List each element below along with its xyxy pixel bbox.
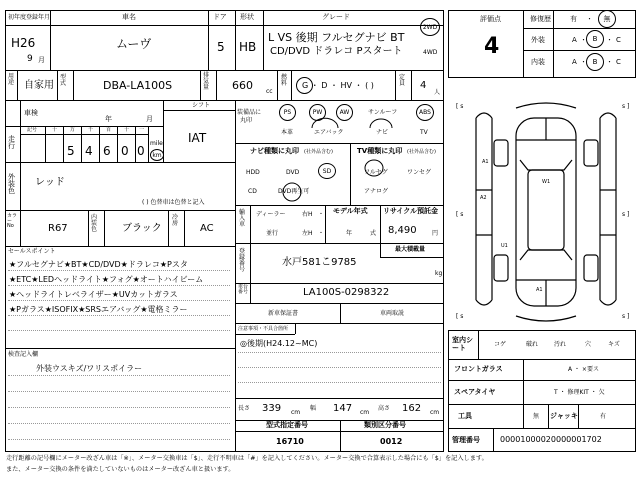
admin-value: 00001000020000001702 xyxy=(500,435,602,444)
mileage-digit-1: 5 xyxy=(67,144,75,158)
car-front-bumper xyxy=(516,103,576,108)
length-value: 339 xyxy=(262,403,282,414)
tool-label: 工具 xyxy=(458,412,472,420)
first-reg-month: 9 xyxy=(27,54,33,64)
score-label: 評価点 xyxy=(480,15,501,23)
car-right-side xyxy=(600,113,616,305)
equip-ps: PS xyxy=(279,104,296,121)
width-label: 幅 xyxy=(310,405,317,412)
model-year-month: 式 xyxy=(370,230,377,237)
width-unit: cm xyxy=(360,409,370,416)
exterior-grade-label: 外装 xyxy=(531,36,545,44)
exterior-color: レッド xyxy=(35,177,65,188)
car-left-side xyxy=(476,113,492,305)
jack-value: 有 xyxy=(600,413,607,420)
first-reg-year: H26 xyxy=(11,36,36,50)
chassis-value: LA100S-0298322 xyxy=(303,287,390,298)
name-label: 車名 xyxy=(122,13,136,21)
spare-label: スペアタイヤ xyxy=(454,388,496,396)
shift-value: IAT xyxy=(188,131,207,145)
displacement-value: 660 xyxy=(232,79,253,92)
jack-label: ジャッキ xyxy=(550,412,578,420)
recycle-label: リサイクル預託金 xyxy=(383,207,439,215)
drive-4wd: 4WD xyxy=(423,49,438,56)
exterior-note: ( ) 色替車は色替と記入 xyxy=(142,199,205,206)
seat-item-2: 破れ xyxy=(526,341,539,348)
mileage-label: 走行 xyxy=(8,135,15,150)
category-label: 類別区分番号 xyxy=(364,421,406,429)
import-label: 輸入車 xyxy=(239,209,246,228)
equipment-label-1: 装備品に xyxy=(237,109,262,116)
max-load-label: 最大積載量 xyxy=(395,246,426,253)
diagram-mark-a2: A2 xyxy=(480,195,487,201)
mileage-digit-2: 4 xyxy=(85,144,93,158)
diagram-bracket-br: s ] xyxy=(622,313,630,320)
import-right: 右H xyxy=(302,211,313,218)
sales-point-2: ★ETC★LEDヘッドライト★フォグ★オートハイビーム xyxy=(9,275,204,284)
car-top-windshield xyxy=(520,160,572,170)
seat-item-4: 穴 xyxy=(585,341,592,348)
shape-value: HB xyxy=(239,40,257,54)
wheel-fl xyxy=(494,140,508,166)
inspector-note: 外装ウスキズ/ワリスポイラー xyxy=(36,364,143,373)
equip-airbag: エアバック xyxy=(314,129,344,136)
equipment-label-2: 丸印 xyxy=(240,117,253,124)
navi-dvd: DVD xyxy=(286,169,300,176)
warranty-label: 新車保証書 xyxy=(268,310,299,317)
digit-header-0: 記号 xyxy=(27,127,38,133)
wheel-rr xyxy=(584,255,598,281)
interior-grade-label: 内装 xyxy=(531,58,545,66)
sales-point-3: ★ヘッドライトレベライザー★UVカットガラス xyxy=(9,290,178,299)
recycle-value: 8,490 xyxy=(388,225,417,236)
score-value: 4 xyxy=(484,34,500,59)
car-rear-bumper xyxy=(516,316,576,321)
displacement-unit: cc xyxy=(266,88,273,95)
interior-grade-b: B xyxy=(586,53,604,71)
doors-label: ドア xyxy=(213,13,227,21)
equip-navi: ナビ xyxy=(376,129,389,136)
digit-header-6: 一 xyxy=(139,127,145,133)
interior-value: ブラック xyxy=(122,223,162,234)
car-name: ムーヴ xyxy=(116,37,152,51)
diagram-mark-a1-bottom: A1 xyxy=(536,287,543,293)
mileage-digit-5: 0 xyxy=(137,144,145,158)
import-parallel: 並行 xyxy=(266,230,279,237)
import-dealer: ディーラー xyxy=(256,211,286,218)
capacity-value: 4 xyxy=(420,80,427,91)
model-label: 型式 xyxy=(60,74,67,87)
use-value: 自家用 xyxy=(24,80,54,91)
fuel-options: G ・ D ・ HV ・ ( ) xyxy=(302,81,374,90)
inspection-month-unit: 月 xyxy=(146,115,153,123)
digit-header-2: 万 xyxy=(70,127,76,133)
height-label: 高さ xyxy=(378,405,391,412)
repair-label: 修復歴 xyxy=(530,15,551,23)
car-top-rearglass xyxy=(520,250,572,260)
seat-label: 室内シート xyxy=(452,336,473,353)
ac-label: 冷房 xyxy=(172,214,179,227)
diagram-mark-a1-top: A1 xyxy=(482,159,489,165)
height-value: 162 xyxy=(402,403,422,414)
tv-fullseg: フルセグ xyxy=(364,169,388,176)
interior-grade-c: C xyxy=(616,58,621,66)
max-load-unit: kg xyxy=(435,270,443,277)
seat-item-5: キズ xyxy=(608,341,620,348)
navi-sd: SD xyxy=(318,163,336,179)
color-no-label: カラーNo xyxy=(7,213,18,229)
interior-grade-a: A xyxy=(572,58,577,66)
car-right-doors xyxy=(600,190,616,235)
wheel-fr xyxy=(584,140,598,166)
manual-label: 車両取説 xyxy=(380,310,405,317)
exterior-grade-sep2: ・ xyxy=(606,36,613,44)
navi-sub: (社外品含む) xyxy=(304,149,333,155)
import-dot-2: ・ xyxy=(318,230,325,237)
footer-line-2: また、メーター交換の条件を満たしていないものはメーター改ざん車と扱います。 xyxy=(6,466,235,473)
drive-2wd: 2WD xyxy=(422,23,438,31)
digit-header-5: 十 xyxy=(124,127,130,133)
equip-sunroof: サンルーフ xyxy=(368,109,398,116)
front-glass-value: A ・ ×要ス xyxy=(568,366,599,373)
capacity-unit: 人 xyxy=(434,89,441,96)
type-designation-label: 型式指定番号 xyxy=(266,421,308,429)
repair-opt-yes: 有 xyxy=(570,15,577,23)
model-year-label: モデル年式 xyxy=(333,207,368,215)
mileage-unit-km: km xyxy=(150,149,164,161)
model-value: DBA-LA100S xyxy=(103,79,173,92)
doors-value: 5 xyxy=(217,40,225,54)
diagram-mark-w1: W1 xyxy=(542,179,551,185)
seat-item-1: コゲ xyxy=(494,341,507,348)
shape-label: 形状 xyxy=(240,13,254,21)
import-dot-1: ・ xyxy=(318,211,325,218)
registration-value: 水戸581こ9785 xyxy=(282,257,357,268)
model-year-year: 年 xyxy=(346,230,353,237)
spare-value: T ・ 修理KIT ・ 欠 xyxy=(554,389,605,396)
navi-cd: CD xyxy=(248,188,257,195)
notes-line-1: ◎後期(H24.12~MC) xyxy=(240,339,318,348)
front-glass-label: フロントガラス xyxy=(454,365,503,373)
sales-point-4: ★Pガラス★ISOFIX★SRSエアバッグ★電格ミラー xyxy=(9,305,188,314)
diagram-bracket-bl: [ s xyxy=(456,313,464,320)
notes-label: 注意事項・不具合箇所 xyxy=(238,326,289,332)
category-value: 0012 xyxy=(380,437,403,446)
inspector-label: 検査記入欄 xyxy=(8,351,39,358)
repair-opt-no: 無 xyxy=(598,10,616,28)
displacement-label: 排気量 xyxy=(203,72,210,91)
digit-header-3: 千 xyxy=(88,127,94,133)
diagram-mark-u1: U1 xyxy=(501,243,508,249)
equip-tv: TV xyxy=(420,129,428,136)
tv-sub: (社外品含む) xyxy=(407,149,436,155)
ac-value: AC xyxy=(200,223,214,234)
recycle-unit: 円 xyxy=(432,230,439,237)
first-reg-month-unit: 月 xyxy=(38,56,45,64)
equip-leather: 本革 xyxy=(281,129,294,136)
exterior-grade-a: A xyxy=(572,36,577,44)
seat-item-3: 汚れ xyxy=(554,341,567,348)
footer-line-1: 走行距離の記号欄にメーター改ざん車は「※」、メーター交換車は「$」、走行不明車は「#」を記入してください。メーター交換で合算表示した場合にも「$」を記入します。 xyxy=(6,455,488,462)
equip-abs: ABS xyxy=(416,104,434,121)
diagram-bracket-mr: s ] xyxy=(622,211,630,218)
fuel-label: 燃料 xyxy=(281,74,288,87)
mileage-digit-3: 6 xyxy=(103,144,111,158)
repair-opt-sep: ・ xyxy=(586,15,593,23)
inspection-year-unit: 年 xyxy=(105,115,112,123)
equip-pw: PW xyxy=(309,104,326,121)
interior-grade-sep2: ・ xyxy=(606,58,613,66)
height-unit: cm xyxy=(430,409,440,416)
registration-label: 登録番号 xyxy=(239,248,246,273)
capacity-label: 定員 xyxy=(399,74,406,87)
tv-analog: アナログ xyxy=(364,188,389,195)
interior-label: 内装色 xyxy=(91,214,98,233)
color-no-value: R67 xyxy=(48,223,68,234)
interior-grade-sep1: ・ xyxy=(580,58,587,66)
exterior-grade-b: B xyxy=(586,30,604,48)
width-value: 147 xyxy=(333,403,353,414)
length-unit: cm xyxy=(291,409,301,416)
use-label: 用途 xyxy=(8,73,15,86)
diagram-bracket-tl: [ s xyxy=(456,103,464,110)
car-top-body xyxy=(516,118,576,306)
first-reg-label: 初年度登録年月 xyxy=(8,14,51,21)
diagram-bracket-tr: s ] xyxy=(622,103,630,110)
digit-header-4: 百 xyxy=(106,127,112,133)
exterior-grade-c: C xyxy=(616,36,621,44)
sales-points-label: セールスポイント xyxy=(8,248,56,255)
tool-value: 無 xyxy=(533,413,540,420)
exterior-grade-sep1: ・ xyxy=(580,36,587,44)
sales-point-1: ★フルセグナビ★BT★CD/DVD★ドラレコ★Pスタ xyxy=(9,260,188,269)
mileage-unit-mile: mile xyxy=(150,140,163,147)
tv-oneseg: ワンセグ xyxy=(407,169,432,176)
admin-label: 管理番号 xyxy=(452,436,480,444)
diagram-bracket-ml: [ s xyxy=(456,211,464,218)
inspection-label: 車検 xyxy=(24,109,38,117)
navi-title: ナビ種類に丸印 xyxy=(250,147,299,155)
wheel-rl xyxy=(494,255,508,281)
shift-label: シフト xyxy=(192,102,211,109)
grade-line-1: L VS 後期 フルセグナビ BT xyxy=(268,31,405,44)
import-left: 左H xyxy=(302,230,313,237)
equip-aw: AW xyxy=(336,104,353,121)
type-designation-value: 16710 xyxy=(276,437,304,446)
length-label: 長さ xyxy=(238,405,251,412)
grade-line-2: CD/DVD ドラレコ Pスタート xyxy=(270,46,403,57)
exterior-label: 外装色 xyxy=(8,173,15,195)
tv-title: TV種類に丸印 xyxy=(357,147,403,155)
chassis-label: 車台番号 xyxy=(238,284,249,295)
mileage-digit-4: 0 xyxy=(121,144,129,158)
navi-dvd-playback: DVD再生可 xyxy=(278,188,310,195)
navi-hdd: HDD xyxy=(246,169,260,176)
digit-header-1: 十 xyxy=(52,127,58,133)
grade-label: グレード xyxy=(322,13,350,21)
